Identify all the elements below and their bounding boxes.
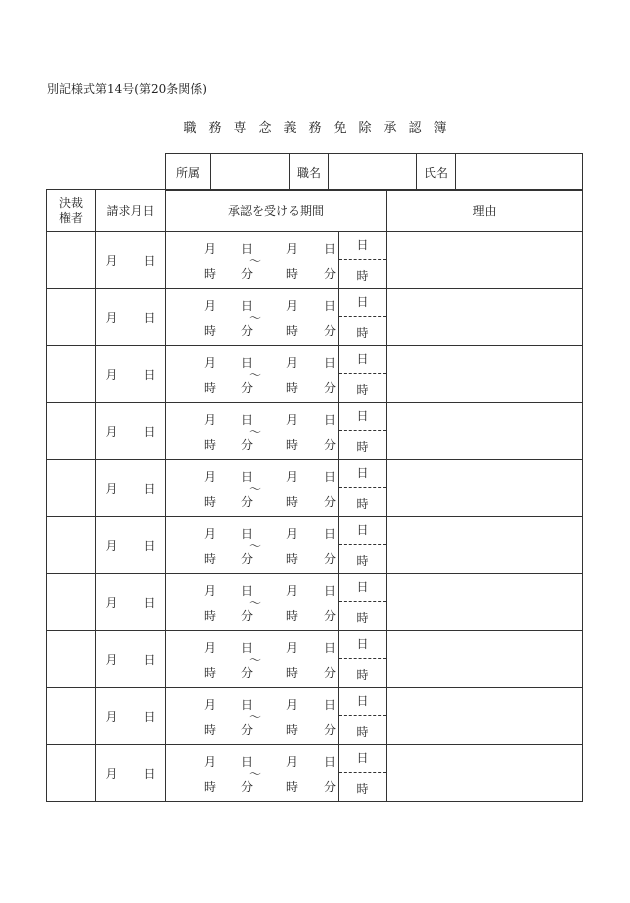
duration-days-label: 日 bbox=[339, 232, 386, 260]
period-minute-label: 分 bbox=[241, 780, 254, 794]
table-row bbox=[47, 346, 583, 403]
request-day-label: 日 bbox=[143, 310, 156, 325]
reason-cell[interactable] bbox=[387, 688, 583, 745]
duration-days-label: 日 bbox=[339, 460, 386, 488]
period-tilde: 〜 bbox=[249, 539, 262, 553]
request-date-cell[interactable] bbox=[96, 745, 166, 802]
period-month-label: 月 bbox=[204, 299, 217, 313]
period-hour-label: 時 bbox=[204, 381, 217, 395]
period-tilde: 〜 bbox=[249, 482, 262, 496]
period-month-label: 月 bbox=[204, 641, 217, 655]
period-hour-label: 時 bbox=[286, 324, 299, 338]
period-cell[interactable] bbox=[166, 574, 339, 631]
period-hour-label: 時 bbox=[286, 609, 299, 623]
request-date-cell[interactable] bbox=[96, 346, 166, 403]
period-minute-label: 分 bbox=[324, 438, 337, 452]
request-day-label: 日 bbox=[143, 367, 156, 382]
period-minute-label: 分 bbox=[324, 780, 337, 794]
duration-hours-label: 時 bbox=[356, 497, 369, 511]
period-day-label: 日 bbox=[241, 413, 254, 427]
period-hour-label: 時 bbox=[286, 267, 299, 281]
period-month-label: 月 bbox=[204, 527, 217, 541]
period-day-label: 日 bbox=[241, 527, 254, 541]
duration-cell[interactable] bbox=[339, 403, 387, 460]
duration-cell[interactable] bbox=[339, 346, 387, 403]
period-month-label: 月 bbox=[286, 755, 299, 769]
period-hour-label: 時 bbox=[204, 324, 217, 338]
request-month-label: 月 bbox=[105, 709, 118, 724]
request-month-label: 月 bbox=[105, 424, 118, 439]
duration-cell[interactable] bbox=[339, 232, 387, 289]
period-hour-label: 時 bbox=[204, 666, 217, 680]
duration-days-label: 日 bbox=[339, 346, 386, 374]
request-date-cell[interactable] bbox=[96, 232, 166, 289]
table-row bbox=[47, 517, 583, 574]
period-minute-label: 分 bbox=[241, 666, 254, 680]
period-month-label: 月 bbox=[286, 299, 299, 313]
duration-days-label: 日 bbox=[339, 745, 386, 773]
period-day-label: 日 bbox=[324, 527, 337, 541]
period-month-label: 月 bbox=[204, 470, 217, 484]
duration-hours-label: 時 bbox=[356, 725, 369, 739]
approver-cell[interactable] bbox=[47, 346, 96, 403]
request-month-label: 月 bbox=[105, 367, 118, 382]
request-day-label: 日 bbox=[143, 595, 156, 610]
reason-header: 理由 bbox=[387, 190, 583, 232]
period-cell[interactable] bbox=[166, 517, 339, 574]
period-hour-label: 時 bbox=[204, 609, 217, 623]
period-day-label: 日 bbox=[324, 698, 337, 712]
request-date-cell[interactable] bbox=[96, 688, 166, 745]
period-hour-label: 時 bbox=[204, 780, 217, 794]
period-cell[interactable] bbox=[166, 460, 339, 517]
period-hour-label: 時 bbox=[286, 666, 299, 680]
period-minute-label: 分 bbox=[241, 381, 254, 395]
period-day-label: 日 bbox=[241, 242, 254, 256]
duration-cell[interactable] bbox=[339, 289, 387, 346]
approver-cell[interactable] bbox=[47, 289, 96, 346]
period-day-label: 日 bbox=[241, 641, 254, 655]
period-cell[interactable] bbox=[166, 631, 339, 688]
period-cell[interactable] bbox=[166, 745, 339, 802]
period-tilde: 〜 bbox=[249, 653, 262, 667]
period-minute-label: 分 bbox=[324, 609, 337, 623]
duration-cell[interactable] bbox=[339, 745, 387, 802]
register-rows bbox=[47, 232, 583, 802]
duration-days-label: 日 bbox=[339, 289, 386, 317]
table-row bbox=[47, 232, 583, 289]
request-date-cell[interactable] bbox=[96, 289, 166, 346]
request-month-label: 月 bbox=[105, 310, 118, 325]
period-month-label: 月 bbox=[204, 698, 217, 712]
request-date-cell[interactable] bbox=[96, 517, 166, 574]
duration-days-label: 日 bbox=[339, 403, 386, 431]
period-day-label: 日 bbox=[324, 755, 337, 769]
period-month-label: 月 bbox=[286, 356, 299, 370]
period-day-label: 日 bbox=[241, 470, 254, 484]
period-header: 承認を受ける期間 bbox=[166, 190, 387, 232]
period-month-label: 月 bbox=[204, 413, 217, 427]
reason-cell[interactable] bbox=[387, 745, 583, 802]
form-title: 職務専念義務免除承認簿 bbox=[183, 121, 459, 136]
period-hour-label: 時 bbox=[286, 780, 299, 794]
period-month-label: 月 bbox=[286, 584, 299, 598]
period-hour-label: 時 bbox=[204, 723, 217, 737]
request-date-cell[interactable] bbox=[96, 403, 166, 460]
period-hour-label: 時 bbox=[286, 552, 299, 566]
period-minute-label: 分 bbox=[324, 666, 337, 680]
position-label: 職名 bbox=[290, 154, 329, 191]
approval-register-table bbox=[46, 189, 583, 802]
period-month-label: 月 bbox=[204, 356, 217, 370]
reason-cell[interactable] bbox=[387, 289, 583, 346]
period-minute-label: 分 bbox=[241, 609, 254, 623]
period-month-label: 月 bbox=[204, 755, 217, 769]
position-field[interactable] bbox=[329, 154, 417, 191]
period-cell[interactable] bbox=[166, 403, 339, 460]
duration-hours-label: 時 bbox=[356, 326, 369, 340]
period-hour-label: 時 bbox=[286, 495, 299, 509]
period-day-label: 日 bbox=[324, 584, 337, 598]
approver-cell[interactable] bbox=[47, 574, 96, 631]
period-minute-label: 分 bbox=[324, 324, 337, 338]
affiliation-field[interactable] bbox=[211, 154, 290, 191]
period-tilde: 〜 bbox=[249, 311, 262, 325]
period-day-label: 日 bbox=[241, 299, 254, 313]
period-month-label: 月 bbox=[286, 641, 299, 655]
name-label: 氏名 bbox=[417, 154, 456, 191]
request-month-label: 月 bbox=[105, 538, 118, 553]
duration-cell[interactable] bbox=[339, 460, 387, 517]
period-month-label: 月 bbox=[286, 698, 299, 712]
approver-cell[interactable] bbox=[47, 232, 96, 289]
period-month-label: 月 bbox=[204, 242, 217, 256]
duration-cell[interactable] bbox=[339, 688, 387, 745]
period-day-label: 日 bbox=[324, 242, 337, 256]
period-day-label: 日 bbox=[241, 755, 254, 769]
approver-cell[interactable] bbox=[47, 688, 96, 745]
reason-cell[interactable] bbox=[387, 403, 583, 460]
period-day-label: 日 bbox=[324, 299, 337, 313]
duration-cell[interactable] bbox=[339, 631, 387, 688]
period-month-label: 月 bbox=[204, 584, 217, 598]
period-cell[interactable] bbox=[166, 688, 339, 745]
reason-cell[interactable] bbox=[387, 460, 583, 517]
approver-header: 決裁 権者 bbox=[47, 190, 96, 232]
table-row bbox=[47, 574, 583, 631]
period-month-label: 月 bbox=[286, 242, 299, 256]
table-row bbox=[47, 460, 583, 517]
approver-cell[interactable] bbox=[47, 631, 96, 688]
period-tilde: 〜 bbox=[249, 368, 262, 382]
period-tilde: 〜 bbox=[249, 596, 262, 610]
period-day-label: 日 bbox=[241, 698, 254, 712]
period-minute-label: 分 bbox=[241, 723, 254, 737]
period-minute-label: 分 bbox=[324, 495, 337, 509]
name-field[interactable] bbox=[456, 154, 583, 191]
duration-hours-label: 時 bbox=[356, 383, 369, 397]
form-reference: 別記様式第14号(第20条関係) bbox=[47, 82, 207, 96]
duration-days-label: 日 bbox=[339, 631, 386, 659]
duration-cell[interactable] bbox=[339, 517, 387, 574]
employee-header-table bbox=[165, 153, 583, 191]
duration-days-label: 日 bbox=[339, 517, 386, 545]
request-day-label: 日 bbox=[143, 766, 156, 781]
period-minute-label: 分 bbox=[324, 552, 337, 566]
request-day-label: 日 bbox=[143, 709, 156, 724]
period-minute-label: 分 bbox=[241, 495, 254, 509]
duration-hours-label: 時 bbox=[356, 440, 369, 454]
period-month-label: 月 bbox=[286, 470, 299, 484]
period-minute-label: 分 bbox=[241, 552, 254, 566]
reason-cell[interactable] bbox=[387, 346, 583, 403]
table-row bbox=[47, 688, 583, 745]
request-day-label: 日 bbox=[143, 652, 156, 667]
period-cell[interactable] bbox=[166, 289, 339, 346]
period-minute-label: 分 bbox=[324, 381, 337, 395]
table-row bbox=[47, 403, 583, 460]
period-day-label: 日 bbox=[324, 356, 337, 370]
period-hour-label: 時 bbox=[204, 267, 217, 281]
period-minute-label: 分 bbox=[324, 267, 337, 281]
approver-cell[interactable] bbox=[47, 403, 96, 460]
reason-cell[interactable] bbox=[387, 631, 583, 688]
request-day-label: 日 bbox=[143, 481, 156, 496]
table-row bbox=[47, 631, 583, 688]
approver-cell[interactable] bbox=[47, 745, 96, 802]
reason-cell[interactable] bbox=[387, 517, 583, 574]
duration-cell[interactable] bbox=[339, 574, 387, 631]
request-month-label: 月 bbox=[105, 652, 118, 667]
period-day-label: 日 bbox=[241, 584, 254, 598]
period-day-label: 日 bbox=[324, 641, 337, 655]
request-date-cell[interactable] bbox=[96, 460, 166, 517]
period-hour-label: 時 bbox=[204, 438, 217, 452]
reason-cell[interactable] bbox=[387, 232, 583, 289]
period-hour-label: 時 bbox=[286, 723, 299, 737]
period-tilde: 〜 bbox=[249, 254, 262, 268]
period-tilde: 〜 bbox=[249, 710, 262, 724]
request-month-label: 月 bbox=[105, 766, 118, 781]
period-day-label: 日 bbox=[324, 413, 337, 427]
period-month-label: 月 bbox=[286, 413, 299, 427]
period-day-label: 日 bbox=[241, 356, 254, 370]
request-date-cell[interactable] bbox=[96, 631, 166, 688]
reason-cell[interactable] bbox=[387, 574, 583, 631]
request-day-label: 日 bbox=[143, 424, 156, 439]
table-row bbox=[47, 745, 583, 802]
period-minute-label: 分 bbox=[324, 723, 337, 737]
affiliation-label: 所属 bbox=[166, 154, 211, 191]
request-month-label: 月 bbox=[105, 595, 118, 610]
period-minute-label: 分 bbox=[241, 324, 254, 338]
duration-hours-label: 時 bbox=[356, 269, 369, 283]
approver-cell[interactable] bbox=[47, 517, 96, 574]
period-cell[interactable] bbox=[166, 232, 339, 289]
period-hour-label: 時 bbox=[204, 495, 217, 509]
period-hour-label: 時 bbox=[204, 552, 217, 566]
period-minute-label: 分 bbox=[241, 267, 254, 281]
period-cell[interactable] bbox=[166, 346, 339, 403]
period-minute-label: 分 bbox=[241, 438, 254, 452]
period-month-label: 月 bbox=[286, 527, 299, 541]
request-month-label: 月 bbox=[105, 481, 118, 496]
duration-days-label: 日 bbox=[339, 688, 386, 716]
duration-hours-label: 時 bbox=[356, 611, 369, 625]
table-row bbox=[47, 289, 583, 346]
request-date-header: 請求月日 bbox=[96, 190, 166, 232]
period-tilde: 〜 bbox=[249, 767, 262, 781]
request-day-label: 日 bbox=[143, 538, 156, 553]
period-hour-label: 時 bbox=[286, 381, 299, 395]
request-month-label: 月 bbox=[105, 253, 118, 268]
request-date-cell[interactable] bbox=[96, 574, 166, 631]
duration-hours-label: 時 bbox=[356, 554, 369, 568]
request-day-label: 日 bbox=[143, 253, 156, 268]
approver-cell[interactable] bbox=[47, 460, 96, 517]
period-tilde: 〜 bbox=[249, 425, 262, 439]
duration-hours-label: 時 bbox=[356, 668, 369, 682]
duration-hours-label: 時 bbox=[356, 782, 369, 796]
period-hour-label: 時 bbox=[286, 438, 299, 452]
duration-days-label: 日 bbox=[339, 574, 386, 602]
period-day-label: 日 bbox=[324, 470, 337, 484]
